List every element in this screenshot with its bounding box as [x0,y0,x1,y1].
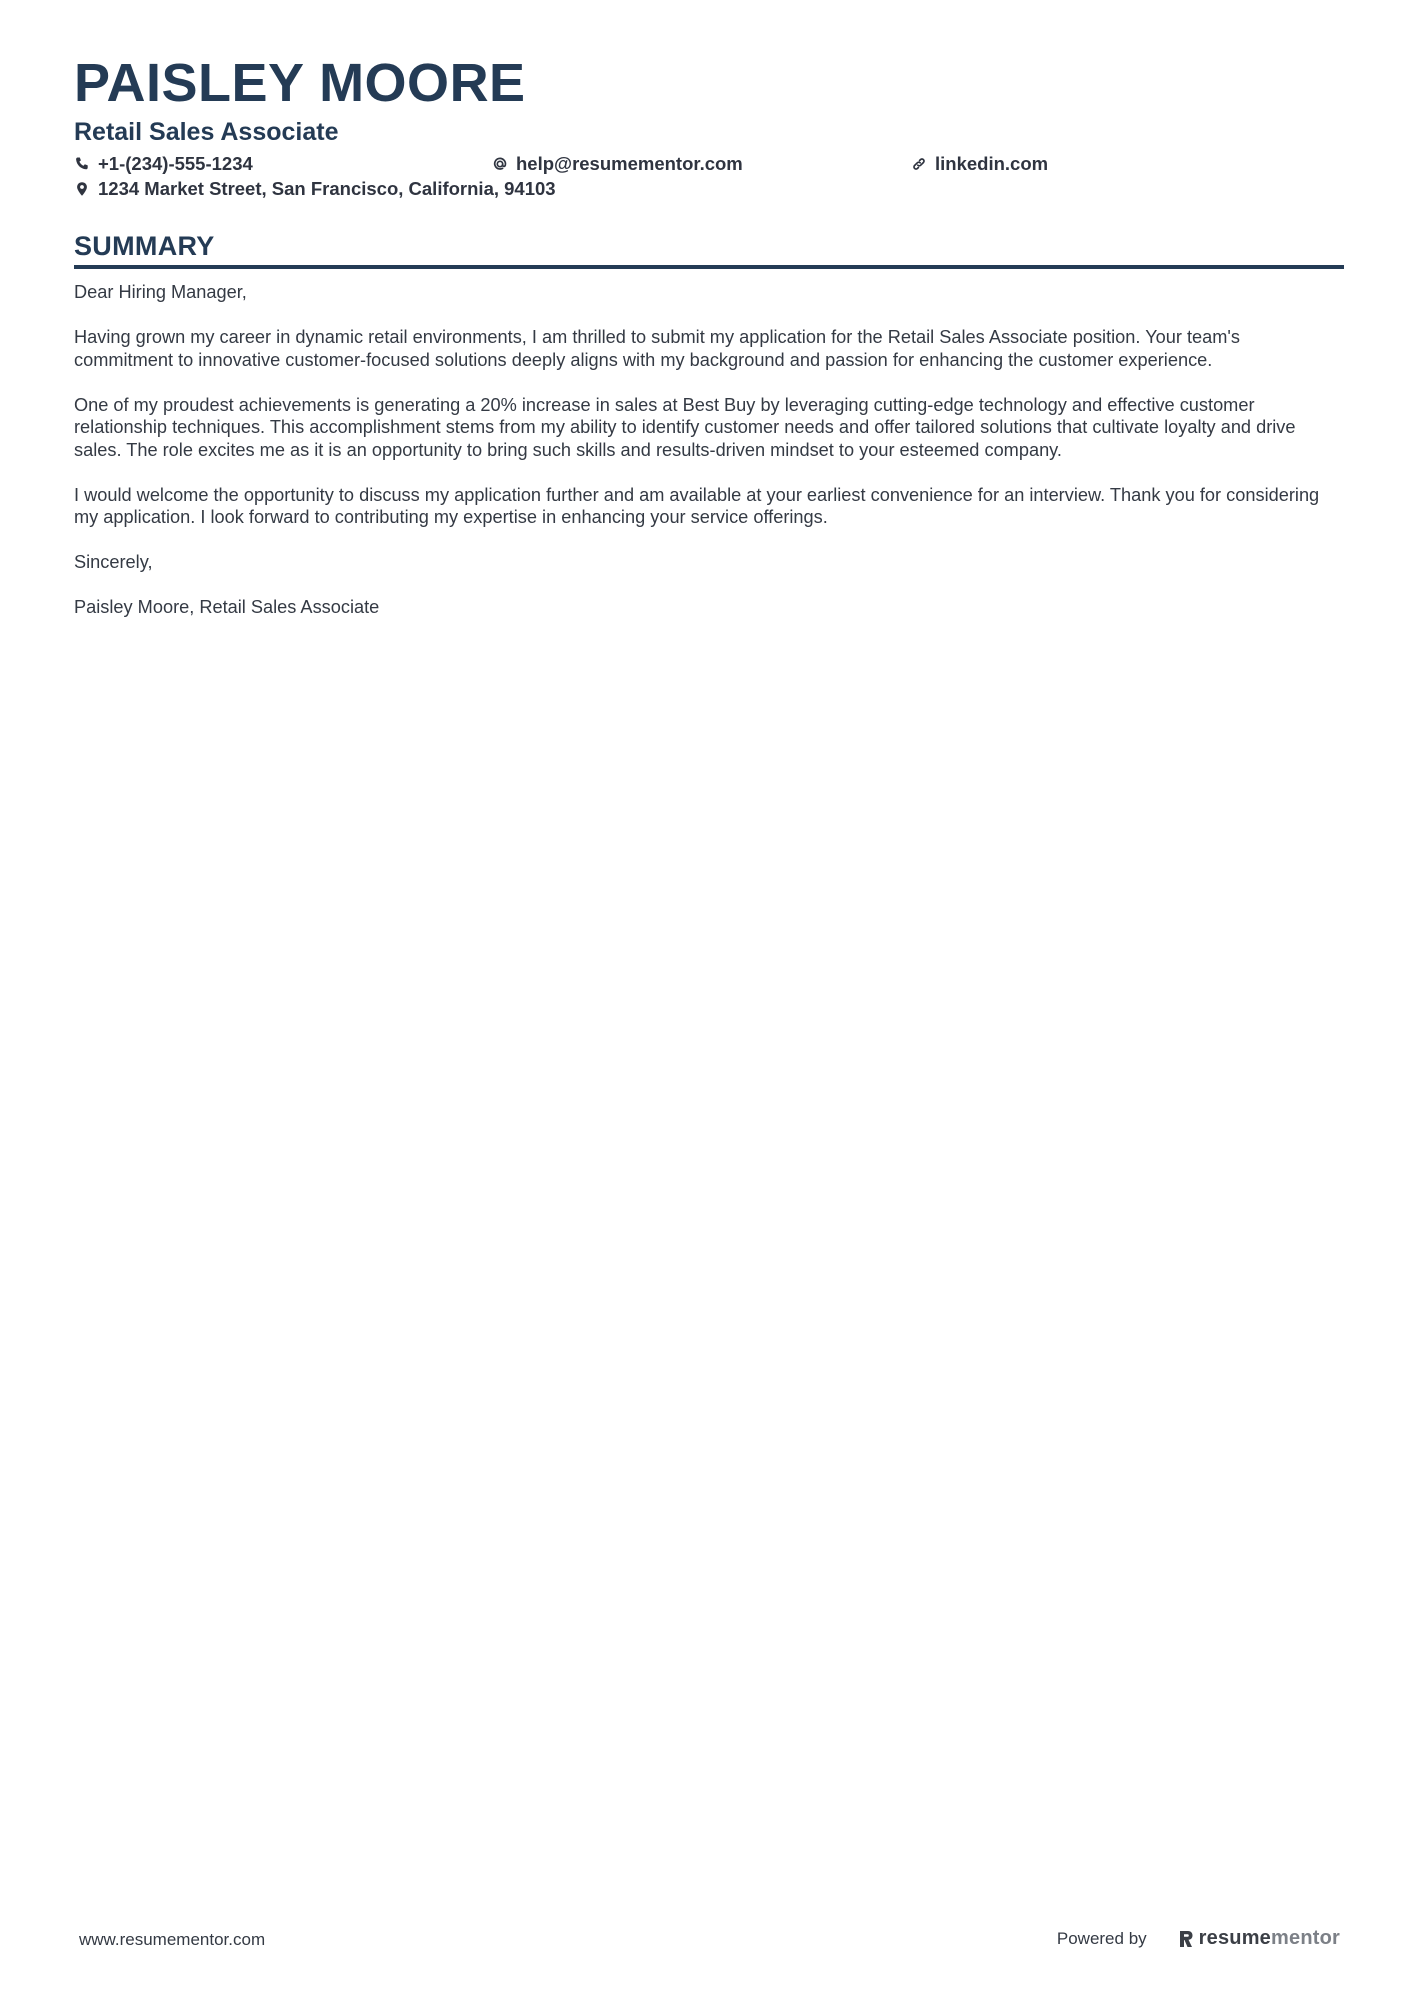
resumementor-logo-icon [1177,1929,1195,1949]
candidate-name: PAISLEY MOORE [74,53,526,113]
footer-website[interactable]: www.resumementor.com [79,1930,266,1949]
phone-text: +1-(234)-555-1234 [98,153,253,174]
address-text: 1234 Market Street, San Francisco, California, 94103 [98,178,556,199]
powered-by-label: Powered by [1056,1928,1147,1948]
brand-name-part2: mentor [1271,1927,1340,1949]
candidate-role: Retail Sales Associate [74,118,339,146]
contact-link[interactable] [911,153,1048,175]
letter-paragraph: Having grown my career in dynamic retail environments, I am thrilled to submit my application for the Retail Sales Associate position. Your team's commitment to innovative customer-focused solutions deeply aligns with my background and passion for enhancing the customer experience. [74,327,1240,370]
signature: Paisley Moore, Retail Sales Associate [74,597,380,617]
contact-phone [74,153,253,175]
location-pin-icon [74,181,90,197]
contact-address [74,178,556,200]
at-icon [492,156,508,172]
address-row [74,177,556,201]
phone-icon [74,156,90,172]
section-title: SUMMARY [74,231,215,261]
email-text: help@resumementor.com [516,153,743,174]
closing: Sincerely, [74,552,153,572]
letter-paragraph: One of my proudest achievements is generating a 20% increase in sales at Best Buy by leveraging cutting-edge technology and effective customer relationship techniques. This accomplishment stems from my ability to identify customer needs and offer tailored solutions that cultivate loyalty and drive sales. The role excites me as it is an opportunity to bring such skills and results-driven mindset to your esteemed company. [74,394,1296,460]
link-icon [911,156,927,172]
brand-name-part1: resume [1198,1927,1272,1949]
brand-logo [1177,1927,1340,1950]
footer-branding [1057,1927,1340,1950]
contact-row [74,152,1344,176]
greeting: Dear Hiring Manager, [74,282,247,302]
letter-body [74,281,1344,641]
contact-email[interactable] [492,153,743,175]
link-text: linkedin.com [935,153,1049,174]
letter-paragraph: I would welcome the opportunity to discuss my application further and am available at your earliest convenience for an interview. Thank you for considering my application. I look forward to contributing my expertise in enhancing your service offerings. [74,484,1320,527]
section-divider [74,265,1344,269]
